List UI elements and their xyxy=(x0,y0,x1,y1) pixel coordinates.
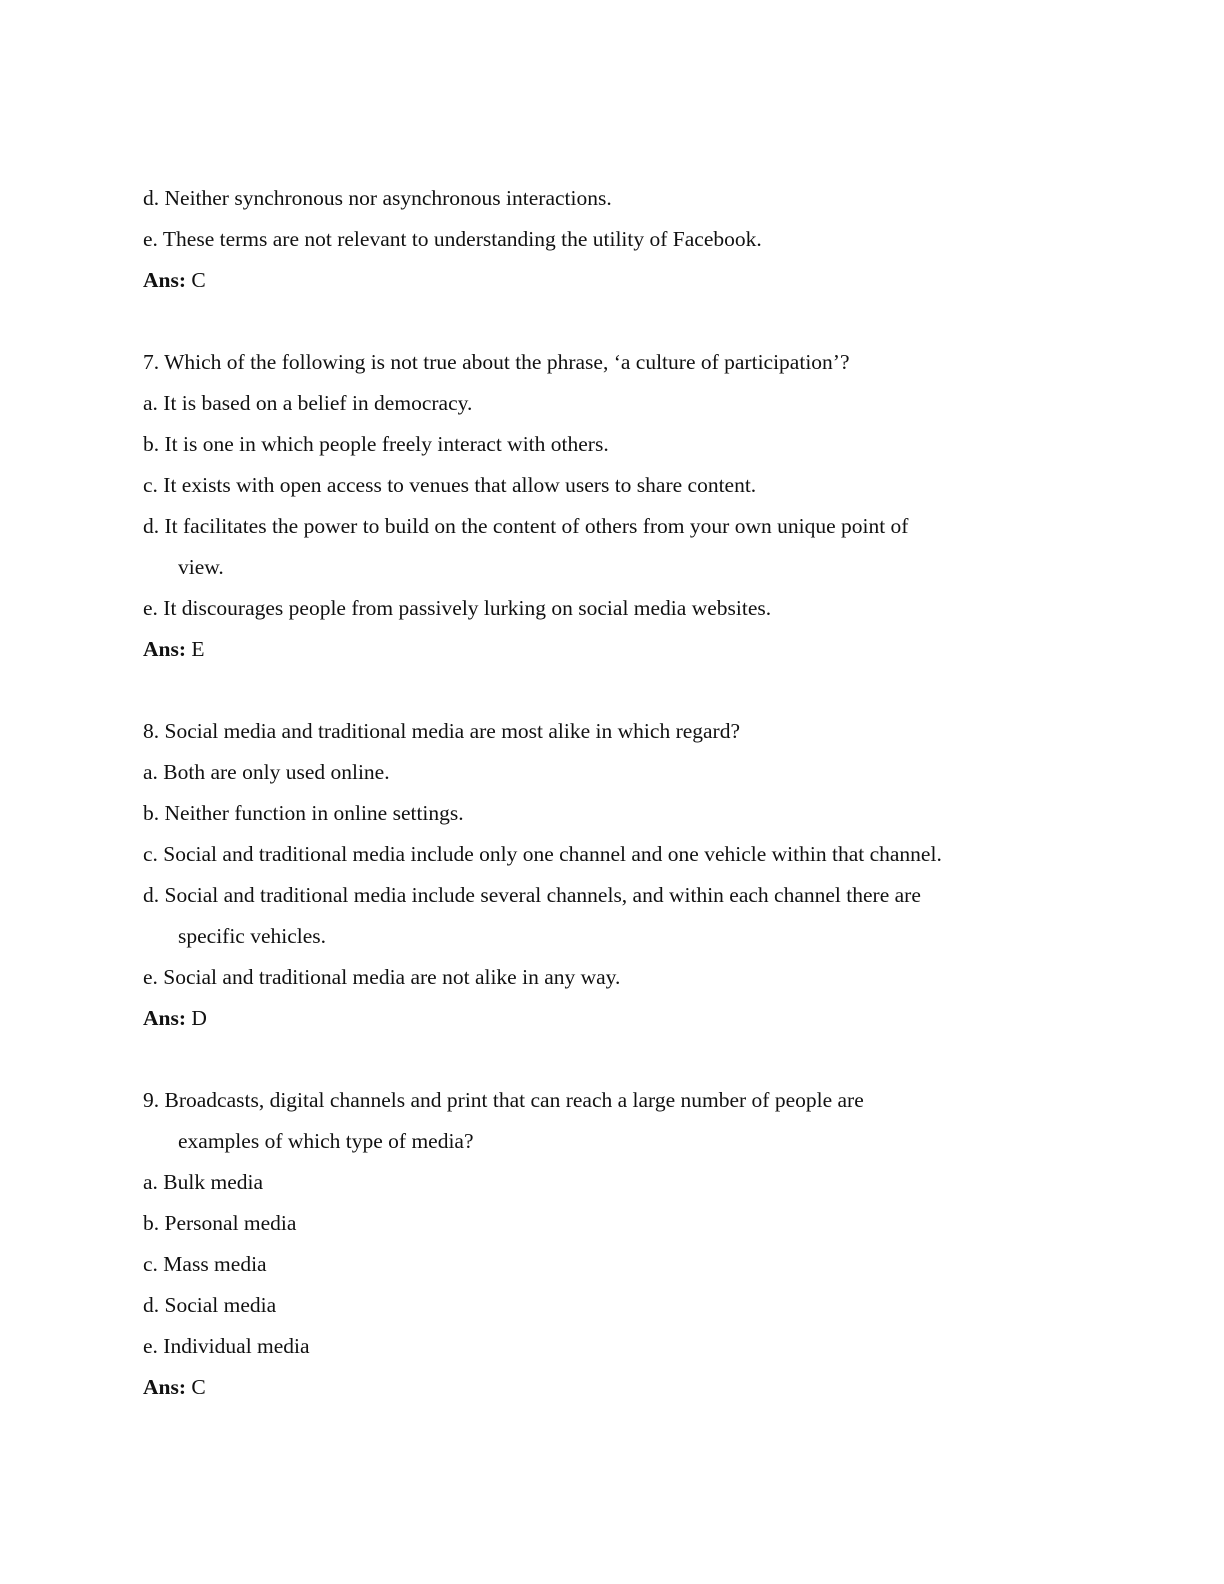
q7-option-d: d. It facilitates the power to build on the content of others from your own unique point of xyxy=(143,514,909,538)
q7-option-c: c. It exists with open access to venues that allow users to share content. xyxy=(143,473,757,497)
q6-option-e: e. These terms are not relevant to understanding the utility of Facebook. xyxy=(143,227,762,251)
q9-option-a: a. Bulk media xyxy=(143,1170,264,1194)
q7-option-d-continued: view. xyxy=(178,555,224,579)
q8-answer xyxy=(143,1002,1083,1043)
answer-value: D xyxy=(186,1006,207,1030)
q8-option-c: c. Social and traditional media include only one channel and one vehicle within that channel. xyxy=(143,842,942,866)
answer-value: E xyxy=(186,637,205,661)
q9-option-c: c. Mass media xyxy=(143,1252,267,1276)
document-page xyxy=(143,182,1083,1412)
answer-label: Ans: xyxy=(143,1006,187,1030)
spacer xyxy=(143,305,1083,346)
q9-option-e: e. Individual media xyxy=(143,1334,310,1358)
answer-value: C xyxy=(186,1375,206,1399)
q8-option-e: e. Social and traditional media are not alike in any way. xyxy=(143,965,621,989)
q8-option-d-continued: specific vehicles. xyxy=(178,924,327,948)
answer-label: Ans: xyxy=(143,637,187,661)
q7-option-e: e. It discourages people from passively lurking on social media websites. xyxy=(143,596,772,620)
q7-option-a: a. It is based on a belief in democracy. xyxy=(143,391,473,415)
q9-option-d: d. Social media xyxy=(143,1293,277,1317)
answer-label: Ans: xyxy=(143,268,187,292)
q7-question: 7. Which of the following is not true about the phrase, ‘a culture of participation’? xyxy=(143,350,850,374)
q8-option-b: b. Neither function in online settings. xyxy=(143,801,464,825)
q8-option-d: d. Social and traditional media include several channels, and within each channel there are xyxy=(143,883,921,907)
q8-question: 8. Social media and traditional media are most alike in which regard? xyxy=(143,719,741,743)
answer-value: C xyxy=(186,268,206,292)
q7-answer xyxy=(143,633,1083,674)
spacer xyxy=(143,674,1083,715)
answer-label: Ans: xyxy=(143,1375,187,1399)
spacer xyxy=(143,1043,1083,1084)
q9-question-continued: examples of which type of media? xyxy=(178,1129,474,1153)
q8-option-a: a. Both are only used online. xyxy=(143,760,390,784)
q9-option-b: b. Personal media xyxy=(143,1211,297,1235)
q9-answer xyxy=(143,1371,1083,1412)
q9-question: 9. Broadcasts, digital channels and print that can reach a large number of people are xyxy=(143,1088,864,1112)
q6-answer xyxy=(143,264,1083,305)
q6-option-d: d. Neither synchronous nor asynchronous interactions. xyxy=(143,186,612,210)
q7-option-b: b. It is one in which people freely interact with others. xyxy=(143,432,609,456)
